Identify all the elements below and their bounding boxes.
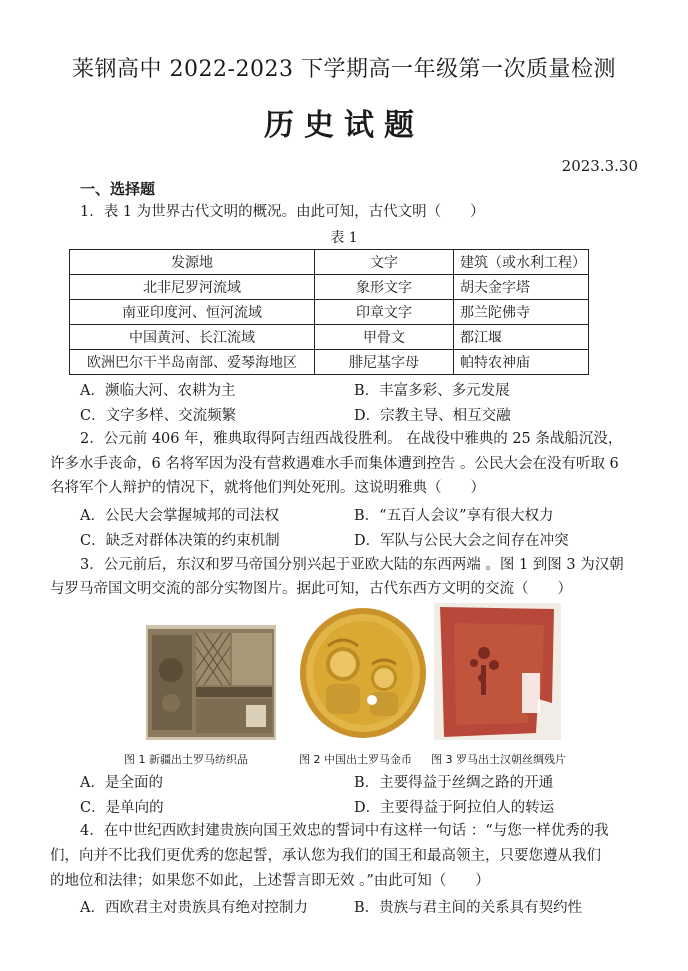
subject-title: 历史试题 (264, 108, 424, 143)
q1-option-d: D．宗教主导、相互交融 (354, 408, 511, 424)
q4-option-a: A．西欧君主对贵族具有绝对控制力 (80, 900, 308, 916)
figure-2-caption: 图 2 中国出土罗马金币 (299, 753, 412, 766)
q3-line-1: 3．公元前后，东汉和罗马帝国分别兴起于亚欧大陆的东西两端 。图 1 到图 3 为汉朝 (80, 557, 624, 573)
table-header-cell: 文字 (315, 250, 454, 275)
table-cell: 中国黄河、长江流域 (70, 325, 315, 350)
q1-option-c: C．文字多样、交流频繁 (80, 408, 237, 424)
q2-line-3: 名将军个人辩护的情况下，就将他们判处死刑。这说明雅典（ ） (50, 480, 485, 496)
figure-1-caption: 图 1 新疆出土罗马纺织品 (124, 753, 248, 766)
table-row (70, 275, 589, 300)
table-cell: 胡夫金字塔 (454, 275, 589, 300)
section-heading: 一、选择题 (80, 180, 156, 198)
table-cell: 帕特农神庙 (454, 350, 589, 375)
exam-date: 2023.3.30 (561, 157, 638, 175)
figure-3-caption: 图 3 罗马出土汉朝丝绸残片 (431, 753, 566, 766)
q3-line-2: 与罗马帝国文明交流的部分实物图片。据此可知，古代东西方文明的交流（ ） (50, 581, 572, 597)
table-cell: 北非尼罗河流域 (70, 275, 315, 300)
table-cell: 印章文字 (315, 300, 454, 325)
textile-image (146, 625, 276, 740)
table-cell: 腓尼基字母 (315, 350, 454, 375)
table-cell: 欧洲巴尔干半岛南部、爱琴海地区 (70, 350, 315, 375)
q4-line-3: 的地位和法律；如果您不如此，上述誓言即无效 。”由此可知（ ） (50, 873, 490, 889)
table-caption: 表 1 (330, 230, 358, 246)
table-row (70, 325, 589, 350)
gold-coin-image (298, 606, 428, 740)
table-cell: 那兰陀佛寺 (454, 300, 589, 325)
table-cell: 都江堰 (454, 325, 589, 350)
figure-3-silk-photo (434, 603, 561, 740)
table-cell: 南亚印度河、恒河流域 (70, 300, 315, 325)
q4-line-1: 4．在中世纪西欧封建贵族向国王效忠的誓词中有这样一句话 ：“与您一样优秀的我 (80, 823, 609, 839)
figure-2-coin-photo (298, 606, 428, 740)
q4-line-2: 们，向并不比我们更优秀的您起誓，承认您为我们的国王和最高领主，只要您遵从我们 (50, 848, 601, 864)
table-cell: 甲骨文 (315, 325, 454, 350)
q3-option-b: B．主要得益于丝绸之路的开通 (354, 775, 554, 791)
q1-stem: 1．表 1 为世界古代文明的概况。由此可知，古代文明（ ） (80, 204, 485, 220)
table-header-cell: 建筑（或水利工程） (454, 250, 589, 275)
q2-option-c: C．缺乏对群体决策的约束机制 (80, 533, 280, 549)
q4-option-b: B．贵族与君主间的关系具有契约性 (354, 900, 583, 916)
silk-fragment-image (434, 603, 561, 740)
q1-option-b: B．丰富多彩、多元发展 (354, 383, 510, 399)
civilization-table (69, 249, 589, 375)
table-header-cell: 发源地 (70, 250, 315, 275)
table-cell: 象形文字 (315, 275, 454, 300)
q1-option-a: A．濒临大河、农耕为主 (80, 383, 236, 399)
table-row (70, 350, 589, 375)
table-row (70, 300, 589, 325)
q2-option-d: D．军队与公民大会之间存在冲突 (354, 533, 569, 549)
school-title: 莱钢高中 2022-2023 下学期高一年级第一次质量检测 (72, 57, 616, 82)
q3-option-a: A．是全面的 (80, 775, 163, 791)
q2-line-2: 许多水手丧命，6 名将军因为没有营救遇难水手而集体遭到控告 。公民大会在没有听取 6 (50, 456, 619, 472)
q2-option-a: A．公民大会掌握城邦的司法权 (80, 508, 279, 524)
figure-1-textile-photo (146, 625, 276, 740)
q3-option-c: C．是单向的 (80, 800, 164, 816)
table-header-row (70, 250, 589, 275)
q2-line-1: 2．公元前 406 年，雅典取得阿吉纽西战役胜利。 在战役中雅典的 25 条战船沉没， (80, 431, 623, 447)
q3-option-d: D．主要得益于阿拉伯人的转运 (354, 800, 555, 816)
q2-option-b: B．“五百人会议”享有很大权力 (354, 508, 554, 524)
